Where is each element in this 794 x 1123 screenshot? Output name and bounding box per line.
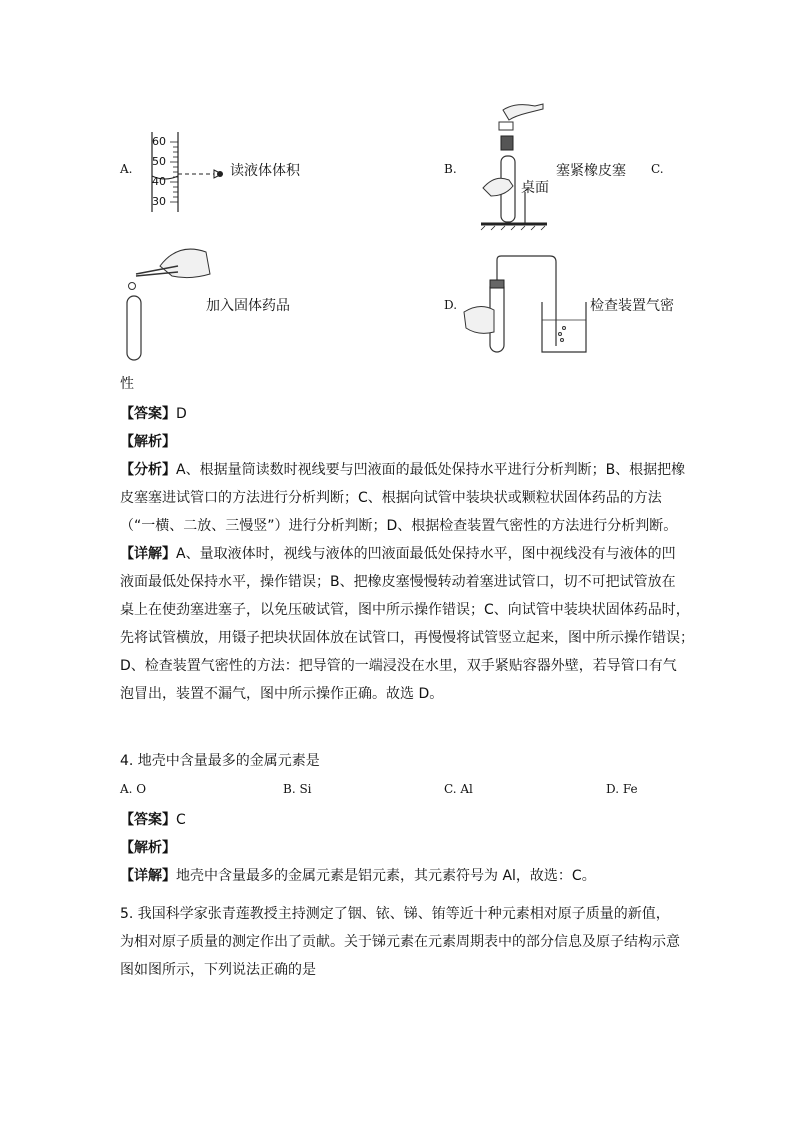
stopper-insertion-figure: [475, 100, 555, 230]
xiangjie-line: D、检查装置气密性的方法：把导管的一端浸没在水里，双手紧贴容器外壁，若导管口有气: [120, 658, 677, 674]
tick-label: 30: [152, 195, 166, 208]
solid-reagent-figure: [120, 238, 220, 368]
xiangjie-tag: 【详解】: [120, 546, 176, 562]
option-d-letter: D.: [444, 298, 458, 312]
table-surface-label: 桌面: [521, 180, 549, 196]
q4-option-c: C. Al: [444, 782, 473, 796]
fenxi-line: 皮塞塞进试管口的方法进行分析判断；C、根据向试管中装块状或颗粒状固体药品的方法: [120, 490, 662, 506]
xiangjie-line: A、量取液体时，视线与液体的凹液面最低处保持水平，图中视线没有与液体的凹: [176, 546, 676, 562]
option-b-letter: B.: [444, 162, 457, 176]
xiangjie-line: 桌上在使劲塞进塞子，以免压破试管，图中所示操作错误；C、向试管中装块状固体药品时，: [120, 602, 690, 618]
option-c-label: 加入固体药品: [206, 298, 290, 314]
xiangjie-line: 先将试管横放，用镊子把块状固体放在试管口，再慢慢将试管竖立起来，图中所示操作错误；: [120, 630, 694, 646]
q5-stem-line: 图如图所示，下列说法正确的是: [120, 962, 316, 978]
q4-option-b: B. Si: [283, 782, 312, 796]
q5-stem-line: 为相对原子质量的测定作出了贡献。关于锑元素在元素周期表中的部分信息及原子结构示意: [120, 934, 680, 950]
fenxi-tag: 【分析】: [120, 462, 176, 478]
answer-value: D: [176, 406, 187, 422]
q5-stem: [120, 900, 680, 984]
q3-answer-block: [120, 400, 694, 708]
option-c-letter: C.: [651, 162, 664, 176]
q4-stem: 4. 地壳中含量最多的金属元素是: [120, 753, 320, 769]
answer-tag: 【答案】: [120, 812, 176, 828]
tick-label: 60: [152, 135, 166, 148]
q4-answer-block: [120, 806, 676, 890]
xiangjie-line: 泡冒出，装置不漏气，图中所示操作正确。故选 D。: [120, 686, 444, 702]
option-a-label: 读液体体积: [230, 163, 300, 179]
option-b-label: 塞紧橡皮塞: [556, 163, 626, 179]
tick-label: 40: [152, 175, 166, 188]
xiangjie-tag: 【详解】: [120, 868, 176, 884]
option-d-label: 检查装置气密: [590, 298, 674, 314]
fenxi-line: A、根据量筒读数时视线要与凹液面的最低处保持水平进行分析判断；B、根据把橡: [176, 462, 686, 478]
q4-option-d: D. Fe: [606, 782, 638, 796]
analysis-tag: 【解析】: [120, 840, 176, 856]
analysis-tag: 【解析】: [120, 434, 176, 450]
fenxi-line: （“一横、二放、三慢竖”）进行分析判断；D、根据检查装置气密性的方法进行分析判断。: [120, 518, 678, 534]
q4-option-a: A. O: [120, 782, 147, 796]
q5-stem-line: 5. 我国科学家张青莲教授主持测定了铟、铱、锑、铕等近十种元素相对原子质量的新值，: [120, 906, 670, 922]
answer-tag: 【答案】: [120, 406, 176, 422]
xiangjie-line: 液面最低处保持水平，操作错误；B、把橡皮塞慢慢转动着塞进试管口，切不可把试管放在: [120, 574, 676, 590]
airtightness-check-figure: [462, 250, 592, 360]
option-a-letter: A.: [120, 162, 133, 176]
option-d-label-tail: 性: [120, 376, 134, 392]
tick-label: 50: [152, 155, 166, 168]
answer-value: C: [176, 812, 186, 828]
xiangjie-text: 地壳中含量最多的金属元素是铝元素，其元素符号为 Al，故选：C。: [176, 868, 596, 884]
cylinder-tick-labels: [152, 132, 166, 212]
